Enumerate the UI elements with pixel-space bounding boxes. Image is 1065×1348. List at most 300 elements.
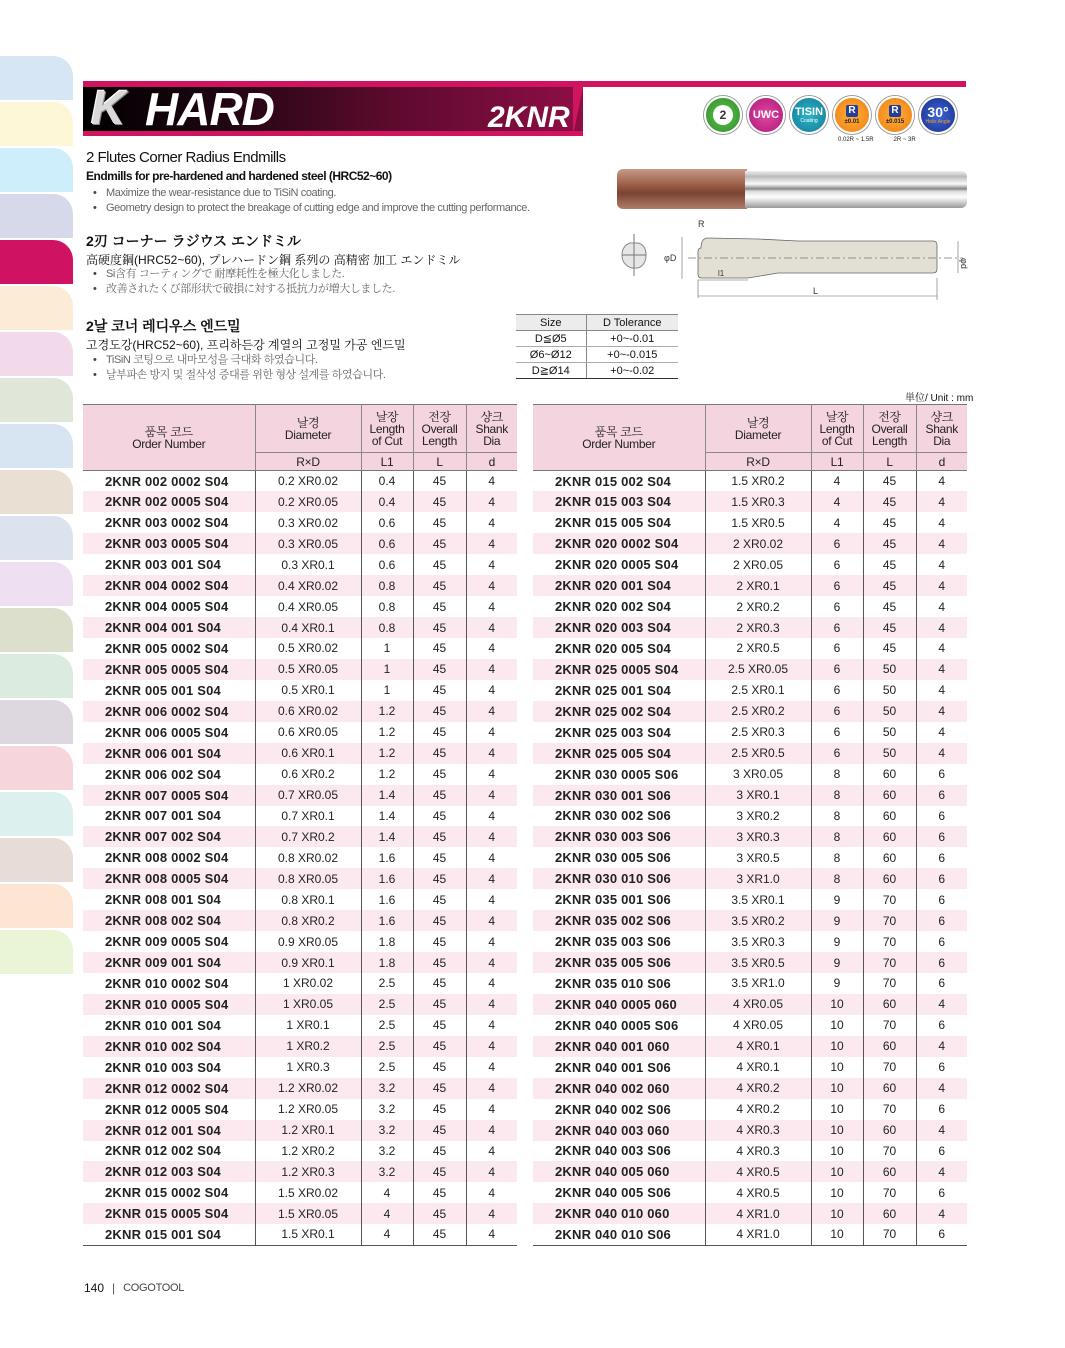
length-of-cut: 4 xyxy=(811,491,863,512)
order-number: 2KNR 030 003 S06 xyxy=(533,826,705,847)
length-of-cut: 0.8 xyxy=(361,575,413,596)
length-of-cut: 6 xyxy=(811,722,863,743)
length-of-cut: 1.8 xyxy=(361,931,413,952)
order-number: 2KNR 003 001 S04 xyxy=(83,554,255,575)
spec-rows xyxy=(533,471,967,1246)
diameter: 0.5 XR0.05 xyxy=(255,659,361,680)
order-number: 2KNR 002 0005 S04 xyxy=(83,491,255,512)
table-row xyxy=(533,1099,967,1120)
diameter: 0.6 XR0.2 xyxy=(255,764,361,785)
technical-drawing xyxy=(618,218,978,306)
order-number: 2KNR 025 001 S04 xyxy=(533,680,705,701)
table-row xyxy=(533,638,967,659)
overall-length: 60 xyxy=(863,868,916,889)
length-of-cut: 1.4 xyxy=(361,826,413,847)
overall-length: 60 xyxy=(863,1161,916,1182)
table-row xyxy=(83,826,517,847)
bullet-item: • Si含有 コーティングで 耐摩耗性を極大化しました. xyxy=(86,267,395,282)
radius-label: R xyxy=(846,105,858,117)
shank-dia-label: φd xyxy=(959,258,969,269)
shank-dia: 6 xyxy=(916,785,967,806)
order-number: 2KNR 040 001 060 xyxy=(533,1036,705,1057)
shank-dia: 6 xyxy=(938,892,946,907)
diameter: 2 XR0.05 xyxy=(705,554,811,575)
table-row xyxy=(83,659,517,680)
table-row xyxy=(533,1141,967,1162)
length-of-cut: 6 xyxy=(811,743,863,764)
length-of-cut: 1.2 xyxy=(361,743,413,764)
side-tab[interactable] xyxy=(0,654,73,698)
length-of-cut: 1.2 xyxy=(361,701,413,722)
unit-label: 単位/ Unit : mm xyxy=(905,393,974,404)
side-tab[interactable] xyxy=(0,378,73,422)
symbol-overall-length: L xyxy=(863,453,916,471)
overall-length: 45 xyxy=(413,680,466,701)
length-of-cut: 0.6 xyxy=(361,512,413,533)
diameter: 3 XR0.3 xyxy=(705,826,811,847)
length-of-cut: 3.2 xyxy=(361,1141,413,1162)
shank-dia: 4 xyxy=(938,683,946,698)
overall-length: 70 xyxy=(863,1099,916,1120)
diameter: 2 XR0.3 xyxy=(705,617,811,638)
diameter: 0.3 XR0.1 xyxy=(255,554,361,575)
shank-dia: 4 xyxy=(916,1036,967,1057)
diameter: 0.8 XR0.02 xyxy=(255,847,361,868)
order-number: 2KNR 025 003 S04 xyxy=(533,722,705,743)
shank-dia: 4 xyxy=(938,557,946,572)
overall-length: 60 xyxy=(863,1078,916,1099)
diameter: 4 XR0.3 xyxy=(705,1141,811,1162)
diameter: 4 XR0.3 xyxy=(705,1120,811,1141)
shank-dia: 6 xyxy=(938,934,946,949)
radius-tolerance-badge-icon xyxy=(876,96,914,134)
overall-length: 45 xyxy=(413,596,466,617)
diameter: 3 XR1.0 xyxy=(705,868,811,889)
table-row xyxy=(83,1099,517,1120)
header-en: Overall xyxy=(871,421,908,436)
diameter: 2 XR0.5 xyxy=(705,638,811,659)
side-tab[interactable] xyxy=(0,332,73,376)
table-row xyxy=(533,847,967,868)
bullet-item: • 날부파손 방지 및 절삭성 증대를 위한 형상 설계를 하였습니다. xyxy=(86,368,386,383)
diameter: 3.5 XR0.3 xyxy=(705,931,811,952)
diameter: 4 XR1.0 xyxy=(705,1203,811,1224)
table-row xyxy=(533,617,967,638)
diameter: 2.5 XR0.05 xyxy=(705,659,811,680)
symbol-diameter: R×D xyxy=(255,453,361,471)
symbol-length-of-cut: L1 xyxy=(361,453,413,471)
header-en: Order Number xyxy=(132,436,206,451)
order-number: 2KNR 003 0002 S04 xyxy=(83,512,255,533)
page-footer xyxy=(84,1281,184,1295)
length-of-cut: 10 xyxy=(811,994,863,1015)
shank-dia: 4 xyxy=(916,1120,967,1141)
shank-dia: 4 xyxy=(938,725,946,740)
order-number: 2KNR 025 0005 S04 xyxy=(533,659,705,680)
header-en: Order Number xyxy=(582,436,656,451)
header-order-number xyxy=(533,405,705,471)
table-row xyxy=(83,1120,517,1141)
helix-angle-badge-icon xyxy=(919,96,957,134)
header-en: Shank xyxy=(475,421,509,436)
side-tab[interactable] xyxy=(0,746,73,790)
overall-length: 60 xyxy=(863,764,916,785)
header-en: Length xyxy=(422,433,457,448)
order-number: 2KNR 012 003 S04 xyxy=(83,1161,255,1182)
overall-length: 70 xyxy=(863,910,916,931)
order-number: 2KNR 003 0005 S04 xyxy=(83,533,255,554)
radius-label: R xyxy=(889,105,901,117)
overall-length: 45 xyxy=(413,743,466,764)
diameter: 0.3 XR0.05 xyxy=(255,533,361,554)
shank-dia: 4 xyxy=(488,1185,496,1200)
symbol-length-of-cut: L1 xyxy=(811,453,863,471)
korean-bullets xyxy=(86,353,386,383)
overall-length: 45 xyxy=(413,1015,466,1036)
shank-dia: 4 xyxy=(466,1036,517,1057)
header-en: of Cut xyxy=(371,433,403,448)
length-of-cut: 10 xyxy=(811,1182,863,1203)
diameter: 4 XR0.1 xyxy=(705,1057,811,1078)
diameter: 3 XR0.05 xyxy=(705,764,811,785)
order-number: 2KNR 004 0002 S04 xyxy=(83,575,255,596)
table-row xyxy=(83,889,517,910)
shank-dia: 4 xyxy=(466,1120,517,1141)
table-row xyxy=(83,952,517,973)
side-tab[interactable] xyxy=(0,792,73,836)
table-row xyxy=(533,994,967,1015)
overall-length: 60 xyxy=(863,847,916,868)
korean-title: 2날 코너 레디우스 엔드밀 xyxy=(86,318,241,334)
order-number: 2KNR 030 001 S06 xyxy=(533,785,705,806)
length-of-cut: 4 xyxy=(811,512,863,533)
diameter: 0.6 XR0.05 xyxy=(255,722,361,743)
length-of-cut: 8 xyxy=(811,785,863,806)
length-of-cut: 2.5 xyxy=(361,1036,413,1057)
overall-length: 60 xyxy=(863,1203,916,1224)
table-row xyxy=(533,491,967,512)
table-row xyxy=(533,471,967,492)
overall-length: 45 xyxy=(863,491,916,512)
footer-separator: | xyxy=(112,1281,116,1295)
table-row xyxy=(533,1161,967,1182)
order-number: 2KNR 040 0005 S06 xyxy=(533,1015,705,1036)
order-number: 2KNR 015 0005 S04 xyxy=(83,1203,255,1224)
length-of-cut: 2.5 xyxy=(361,1057,413,1078)
diameter-label: φD xyxy=(664,253,677,263)
side-tab[interactable] xyxy=(0,286,73,330)
length-of-cut: 0.6 xyxy=(361,533,413,554)
shank-dia: 4 xyxy=(466,994,517,1015)
shank-dia: 4 xyxy=(466,659,517,680)
overall-length: 70 xyxy=(863,1057,916,1078)
order-number: 2KNR 020 005 S04 xyxy=(533,638,705,659)
order-number: 2KNR 006 002 S04 xyxy=(83,764,255,785)
shank-dia: 4 xyxy=(488,850,496,865)
shank-dia: 4 xyxy=(488,557,496,572)
shank-dia: 4 xyxy=(466,617,517,638)
order-number: 2KNR 020 003 S04 xyxy=(533,617,705,638)
length-of-cut: 10 xyxy=(811,1015,863,1036)
overall-length: 60 xyxy=(863,806,916,827)
helix-sub: Helix Angle xyxy=(925,119,951,125)
side-tab[interactable] xyxy=(0,838,73,882)
english-subtitle: Endmills for pre-hardened and hardened steel (HRC52~60) xyxy=(86,169,392,183)
shank-dia: 6 xyxy=(938,1102,946,1117)
side-tab[interactable] xyxy=(0,470,73,514)
header-en: Dia xyxy=(933,433,951,448)
overall-length: 45 xyxy=(413,847,466,868)
diameter: 4 XR1.0 xyxy=(705,1224,811,1245)
overall-length: 60 xyxy=(863,826,916,847)
diameter: 0.6 XR0.02 xyxy=(255,701,361,722)
diameter: 4 XR0.1 xyxy=(705,1036,811,1057)
flutes-count: 2 xyxy=(713,105,733,125)
overall-length: 45 xyxy=(413,1161,466,1182)
shank-dia: 4 xyxy=(488,1102,496,1117)
shank-dia: 4 xyxy=(466,952,517,973)
tolerance-row xyxy=(516,347,678,363)
side-tab[interactable] xyxy=(0,700,73,744)
side-tab[interactable] xyxy=(0,148,73,192)
length-of-cut: 9 xyxy=(811,910,863,931)
length-of-cut: 10 xyxy=(811,1057,863,1078)
helix-angle: 30° xyxy=(927,104,949,120)
overall-length: 70 xyxy=(863,1182,916,1203)
diameter: 0.3 XR0.02 xyxy=(255,512,361,533)
order-number: 2KNR 030 0005 S06 xyxy=(533,764,705,785)
length-of-cut: 1 xyxy=(361,659,413,680)
overall-length: 60 xyxy=(863,1036,916,1057)
spec-rows xyxy=(83,471,517,1246)
side-tab[interactable] xyxy=(0,884,73,928)
shank-dia: 4 xyxy=(488,725,496,740)
table-row xyxy=(83,994,517,1015)
overall-length: 45 xyxy=(863,596,916,617)
length-of-cut: 10 xyxy=(811,1120,863,1141)
coating-sub: Coating xyxy=(800,117,818,124)
shank-dia: 4 xyxy=(466,575,517,596)
side-tab-active[interactable] xyxy=(0,240,73,284)
shank-dia: 4 xyxy=(488,892,496,907)
diameter: 4 XR0.5 xyxy=(705,1161,811,1182)
length-of-cut: 1.6 xyxy=(361,847,413,868)
diameter: 3 XR0.2 xyxy=(705,806,811,827)
overall-length: 45 xyxy=(413,533,466,554)
length-of-cut: 10 xyxy=(811,1099,863,1120)
overall-length: 45 xyxy=(413,910,466,931)
japanese-subtitle: 高硬度鋼(HRC52~60), プレハードン鋼 系列の 高精密 加工 エンドミル xyxy=(86,253,461,267)
overall-length: 50 xyxy=(863,743,916,764)
bullet-item: • Geometry design to protect the breakage of cutting edge and improve the cutting performance. xyxy=(86,201,530,216)
coating-badge-icon xyxy=(790,96,828,134)
shank-dia: 4 xyxy=(916,1203,967,1224)
diameter: 3.5 XR0.1 xyxy=(705,889,811,910)
diameter: 0.5 XR0.02 xyxy=(255,638,361,659)
overall-length: 45 xyxy=(413,1057,466,1078)
table-row xyxy=(83,1203,517,1224)
table-row xyxy=(83,764,517,785)
shank-dia: 4 xyxy=(488,683,496,698)
overall-length: 60 xyxy=(863,785,916,806)
length-of-cut: 9 xyxy=(811,973,863,994)
shank-dia: 4 xyxy=(466,1078,517,1099)
table-row xyxy=(83,1036,517,1057)
header-shank-dia xyxy=(916,405,967,453)
header-order-number xyxy=(83,405,255,471)
order-number: 2KNR 008 001 S04 xyxy=(83,889,255,910)
header-en: Overall xyxy=(421,421,458,436)
length-of-cut: 4 xyxy=(361,1224,413,1245)
order-number: 2KNR 020 002 S04 xyxy=(533,596,705,617)
table-row xyxy=(533,868,967,889)
overall-length: 45 xyxy=(413,1099,466,1120)
order-number: 2KNR 040 005 060 xyxy=(533,1161,705,1182)
diameter: 2 XR0.1 xyxy=(705,575,811,596)
side-tab[interactable] xyxy=(0,930,73,974)
length-of-cut: 4 xyxy=(361,1203,413,1224)
symbol-shank-dia: d xyxy=(466,453,517,471)
side-tab[interactable] xyxy=(0,424,73,468)
length-of-cut: 1.8 xyxy=(361,952,413,973)
overall-length: 45 xyxy=(413,512,466,533)
length-of-cut: 0.8 xyxy=(361,596,413,617)
overall-length: 60 xyxy=(863,1120,916,1141)
header-overall-length xyxy=(863,405,916,453)
table-row xyxy=(83,701,517,722)
diameter: 0.8 XR0.1 xyxy=(255,889,361,910)
order-number: 2KNR 012 001 S04 xyxy=(83,1120,255,1141)
order-number: 2KNR 002 0002 S04 xyxy=(83,471,255,492)
length-of-cut: 2.5 xyxy=(361,973,413,994)
overall-length: 70 xyxy=(863,1224,916,1245)
side-tab[interactable] xyxy=(0,562,73,606)
table-row xyxy=(533,764,967,785)
overall-length: 45 xyxy=(413,1036,466,1057)
diameter: 0.6 XR0.1 xyxy=(255,743,361,764)
table-row xyxy=(83,1182,517,1203)
diameter: 1.2 XR0.3 xyxy=(255,1161,361,1182)
shank-dia: 4 xyxy=(916,491,967,512)
diameter: 0.2 XR0.02 xyxy=(255,471,361,492)
table-row xyxy=(533,659,967,680)
table-row xyxy=(83,722,517,743)
overall-length: 45 xyxy=(413,575,466,596)
order-number: 2KNR 040 002 S06 xyxy=(533,1099,705,1120)
diameter: 2.5 XR0.2 xyxy=(705,701,811,722)
table-row xyxy=(83,1078,517,1099)
order-number: 2KNR 015 003 S04 xyxy=(533,491,705,512)
diameter: 0.2 XR0.05 xyxy=(255,491,361,512)
length-of-cut: 6 xyxy=(811,638,863,659)
shank-dia: 4 xyxy=(916,701,967,722)
shank-dia: 4 xyxy=(488,1060,496,1075)
overall-length: 45 xyxy=(413,1141,466,1162)
shank-dia: 6 xyxy=(938,767,946,782)
overall-length: 70 xyxy=(863,1015,916,1036)
diameter: 1.5 XR0.02 xyxy=(255,1182,361,1203)
length-of-cut: 2.5 xyxy=(361,1015,413,1036)
length-of-cut: 1.2 xyxy=(361,764,413,785)
diameter: 0.5 XR0.1 xyxy=(255,680,361,701)
length-of-cut: 6 xyxy=(811,575,863,596)
header-length-of-cut xyxy=(811,405,863,453)
table-row xyxy=(533,722,967,743)
order-number: 2KNR 030 002 S06 xyxy=(533,806,705,827)
table-row xyxy=(533,1224,967,1245)
header-kr: 샹크 xyxy=(480,409,504,424)
shank-dia: 4 xyxy=(488,1018,496,1033)
material-label: UWC xyxy=(752,108,780,121)
shank-dia: 4 xyxy=(938,599,946,614)
overall-length: 45 xyxy=(863,575,916,596)
shank-dia: 4 xyxy=(938,641,946,656)
diameter: 1.2 XR0.2 xyxy=(255,1141,361,1162)
table-row xyxy=(533,554,967,575)
length-of-cut: 1.6 xyxy=(361,889,413,910)
bullet-item: • TiSiN 코팅으로 내마모성을 극대화 하였습니다. xyxy=(86,353,386,368)
tol-value: +0~-0.02 xyxy=(586,363,678,379)
symbol-diameter: R×D xyxy=(705,453,811,471)
header-diameter xyxy=(255,405,361,453)
side-tab[interactable] xyxy=(0,516,73,560)
table-row xyxy=(533,743,967,764)
table-row xyxy=(83,596,517,617)
shank-dia: 4 xyxy=(466,491,517,512)
header-kr: 품목 코드 xyxy=(144,424,193,439)
side-tab[interactable] xyxy=(0,608,73,652)
overall-length: 45 xyxy=(863,533,916,554)
shank-dia: 4 xyxy=(488,515,496,530)
table-row xyxy=(533,806,967,827)
overall-length: 45 xyxy=(413,952,466,973)
order-number: 2KNR 004 001 S04 xyxy=(83,617,255,638)
table-row xyxy=(533,1036,967,1057)
shank-dia: 4 xyxy=(916,659,967,680)
series-name: HARD xyxy=(145,83,274,135)
page-number: 140 xyxy=(84,1281,105,1295)
diameter: 2 XR0.02 xyxy=(705,533,811,554)
side-tab[interactable] xyxy=(0,56,73,100)
shank-dia: 6 xyxy=(916,868,967,889)
table-row xyxy=(83,868,517,889)
shank-dia: 6 xyxy=(916,826,967,847)
diameter: 2 XR0.2 xyxy=(705,596,811,617)
shank-dia: 4 xyxy=(466,785,517,806)
overall-length: 45 xyxy=(863,638,916,659)
diameter: 3 XR0.5 xyxy=(705,847,811,868)
length-of-cut: 1.6 xyxy=(361,910,413,931)
order-number: 2KNR 040 003 060 xyxy=(533,1120,705,1141)
order-number: 2KNR 007 0005 S04 xyxy=(83,785,255,806)
length-of-cut: 6 xyxy=(811,701,863,722)
diameter: 3.5 XR0.2 xyxy=(705,910,811,931)
diameter: 4 XR0.05 xyxy=(705,1015,811,1036)
length-of-cut: 6 xyxy=(811,533,863,554)
diameter: 1 XR0.1 xyxy=(255,1015,361,1036)
overall-length: 60 xyxy=(863,994,916,1015)
shank-dia: 4 xyxy=(466,701,517,722)
overall-length: 45 xyxy=(413,554,466,575)
shank-dia: 4 xyxy=(488,474,496,489)
table-row xyxy=(533,1182,967,1203)
table-row xyxy=(533,575,967,596)
side-tab[interactable] xyxy=(0,102,73,146)
side-tab[interactable] xyxy=(0,194,73,238)
shank-dia: 4 xyxy=(488,808,496,823)
japanese-title: 2刃 コーナー ラジウス エンドミル xyxy=(86,233,302,249)
table-row xyxy=(83,575,517,596)
